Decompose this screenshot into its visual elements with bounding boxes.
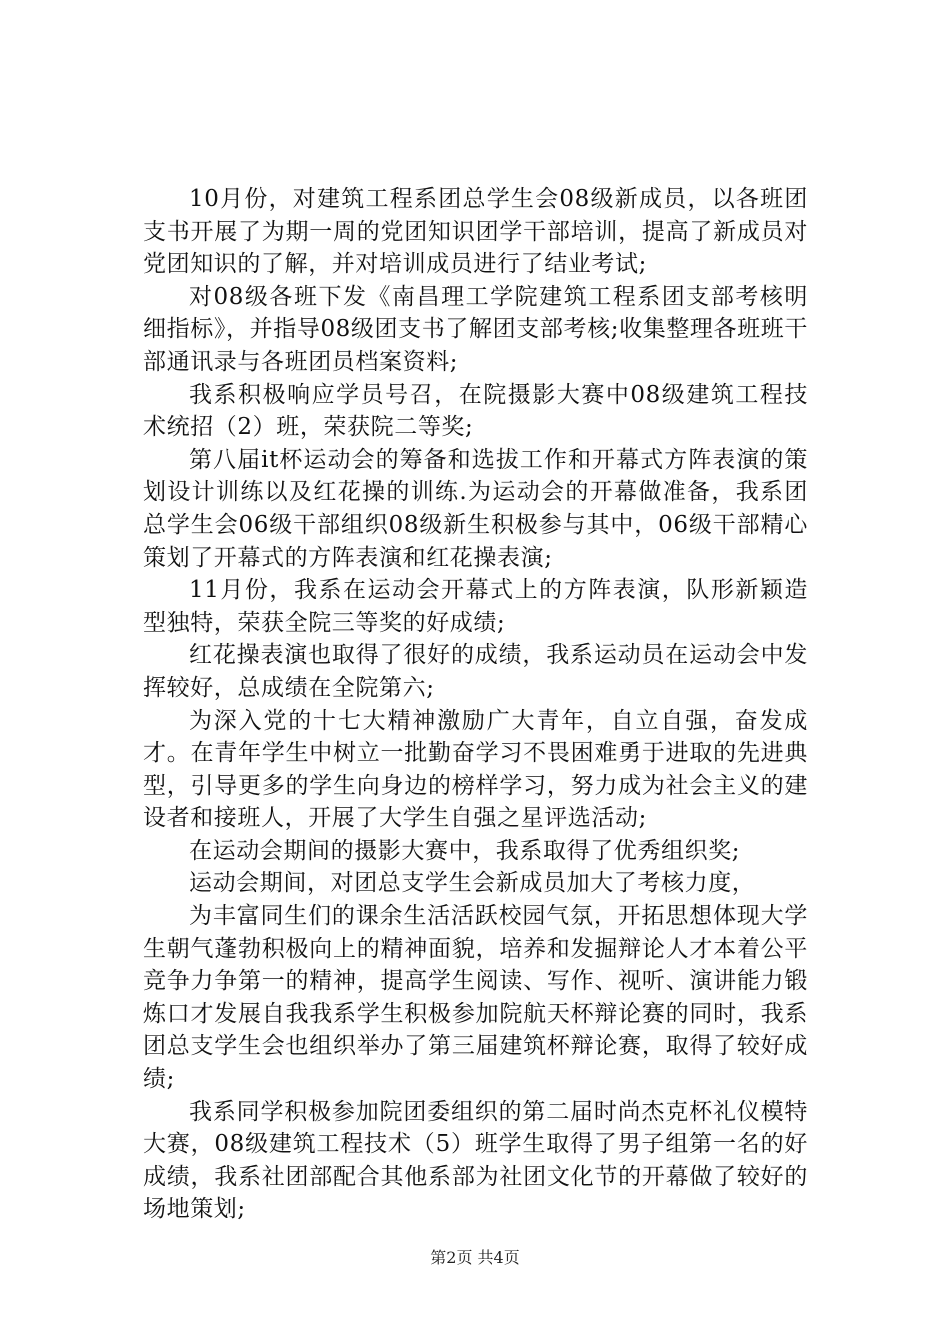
paragraph-8: 在运动会期间的摄影大赛中，我系取得了优秀组织奖; (189, 837, 741, 864)
paragraph-3: 我系积极响应学员号召，在院摄影大赛中08级建筑工程技术统招（2）班，荣获院二等奖; (143, 381, 808, 441)
paragraph-6: 红花操表演也取得了很好的成绩，我系运动员在运动会中发挥较好，总成绩在全院第六; (143, 642, 808, 701)
paragraph-9: 运动会期间，对团总支学生会新成员加大了考核力度， (189, 870, 756, 897)
paragraph-1: 10月份，对建筑工程系团总学生会08级新成员，以各班团支书开展了为期一周的党团知识团学干部培训，提高了新成员对党团知识的了解，并对培训成员进行了结业考试; (143, 186, 808, 278)
page-number-footer: 第2页 共4页 (430, 1248, 520, 1267)
paragraph-10: 为丰富同生们的课余生活活跃校园气氛，开拓思想体现大学生朝气蓬勃积极向上的精神面貌，培养和发掘辩论人才本着公平竞争力争第一的精神，提高学生阅读、写作、视听、演讲能力锻炼口才发展自我我系学生积极参加院航天杯辩论赛的同时，我系团总支学生会也组织举办了第三届建筑杯辩论赛，取得了较好成绩; (143, 903, 808, 1093)
paragraph-7: 为深入党的十七大精神激励广大青年，自立自强，奋发成才。在青年学生中树立一批勤奋学习不畏困难勇于进取的先进典型，引导更多的学生向身边的榜样学习，努力成为社会主义的建设者和接班人，开展了大学生自强之星评选活动; (143, 707, 808, 832)
paragraph-11: 我系同学积极参加院团委组织的第二届时尚杰克杯礼仪模特大赛，08级建筑工程技术（5）班学生取得了男子组第一名的好成绩，我系社团部配合其他系部为社团文化节的开幕做了较好的场地策划; (143, 1098, 808, 1223)
document-body (143, 183, 808, 1226)
paragraph-5: 11月份，我系在运动会开幕式上的方阵表演，队形新颖造型独特，荣获全院三等奖的好成绩; (143, 577, 808, 636)
paragraph-4: 第八届it杯运动会的筹备和选拔工作和开幕式方阵表演的策划设计训练以及红花操的训练.为运动会的开幕做准备，我系团总学生会06级干部组织08级新生积极参与其中，06级干部精心策划了开幕式的方阵表演和红花操表演; (143, 446, 808, 571)
paragraph-2: 对08级各班下发《南昌理工学院建筑工程系团支部考核明细指标》，并指导08级团支书了解团支部考核;收集整理各班班干部通讯录与各班团员档案资料; (143, 283, 808, 375)
